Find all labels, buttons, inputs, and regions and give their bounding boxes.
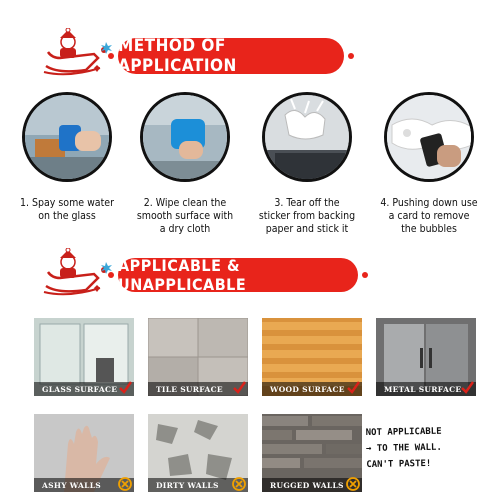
check-icon bbox=[346, 381, 360, 395]
cross-icon bbox=[346, 477, 360, 491]
surface-label: METAL SURFACE bbox=[376, 382, 476, 396]
dirty-walls-tile bbox=[148, 414, 248, 492]
step-1-text: 1. Spay some water on the glass bbox=[19, 197, 114, 222]
section-title: APPLICABLE & UNAPPLICABLE bbox=[118, 256, 247, 294]
step-2-image bbox=[140, 92, 230, 182]
step-4-image bbox=[384, 92, 474, 182]
step-3-image bbox=[262, 92, 352, 182]
check-icon bbox=[460, 381, 474, 395]
ashy-walls-tile bbox=[34, 414, 134, 492]
santa-sleigh-icon bbox=[38, 248, 118, 298]
section-title: METHOD OF APPLICATION bbox=[118, 36, 237, 76]
surface-label: WOOD SURFACE bbox=[262, 382, 362, 396]
check-icon bbox=[232, 381, 246, 395]
step-2-text: 2. Wipe clean the smooth surface with a dry cloth bbox=[136, 197, 234, 235]
check-icon bbox=[118, 381, 132, 395]
glass-surface-tile bbox=[34, 318, 134, 396]
surface-label: GLASS SURFACE bbox=[34, 382, 134, 396]
santa-sleigh-icon bbox=[38, 28, 118, 78]
step-4-text: 4. Pushing down use a card to remove the bubbles bbox=[380, 197, 478, 235]
surface-label: DIRTY WALLS bbox=[148, 478, 248, 492]
applicable-unapplicable-banner bbox=[118, 258, 358, 292]
method-of-application-banner bbox=[118, 38, 344, 74]
surface-label: TILE SURFACE bbox=[148, 382, 248, 396]
cross-icon bbox=[232, 477, 246, 491]
surface-label: RUGGED WALLS bbox=[262, 478, 362, 492]
rugged-walls-tile bbox=[262, 414, 362, 492]
wood-surface-tile bbox=[262, 318, 362, 396]
metal-surface-tile bbox=[376, 318, 476, 396]
not-applicable-note: NOT APPLICABLE → TO THE WALL. CAN'T PASTE! bbox=[365, 426, 442, 471]
surface-label: ASHY WALLS bbox=[34, 478, 134, 492]
step-3-text: 3. Tear off the sticker from backing paper and stick it bbox=[258, 197, 356, 235]
cross-icon bbox=[118, 477, 132, 491]
tile-surface-tile bbox=[148, 318, 248, 396]
step-1-image bbox=[22, 92, 112, 182]
